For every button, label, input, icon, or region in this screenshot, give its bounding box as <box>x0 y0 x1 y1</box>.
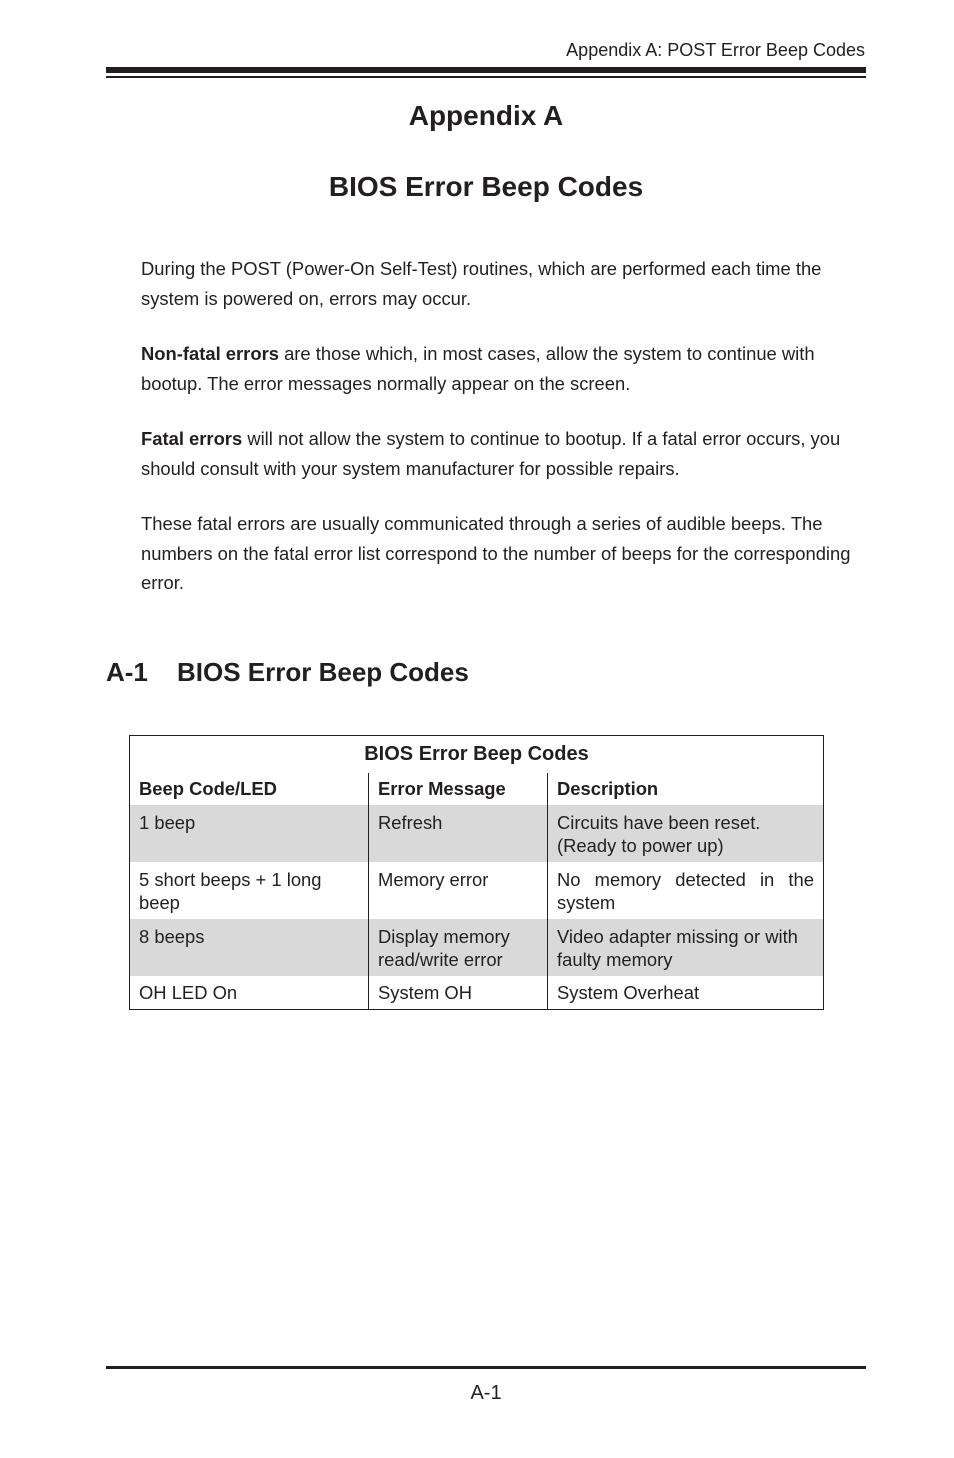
nonfatal-text: are those which, in most cases, allow the system to continue with bootup. The error messages normally appear on the screen. <box>141 343 815 394</box>
beeps-text: These fatal errors are usually communicated through a series of audible beeps. The numbers on the fatal error list correspond to the number of beeps for the corresponding error. <box>141 513 851 593</box>
column-header-beep-code: Beep Code/LED <box>139 778 277 799</box>
intro-paragraph-nonfatal <box>141 339 853 398</box>
header-rule-thin <box>106 76 866 78</box>
error-message-cell: Refresh <box>368 805 547 862</box>
beep-code-cell: 8 beeps <box>139 926 205 947</box>
chapter-title: BIOS Error Beep Codes <box>328 171 644 202</box>
beep-code-cell: 1 beep <box>139 812 196 833</box>
column-header-error-message: Error Message <box>368 773 547 805</box>
beep-codes-table <box>129 735 824 1010</box>
page-number: A-1 <box>470 1382 502 1404</box>
section-title: BIOS Error Beep Codes <box>177 657 469 687</box>
description-cell: System Overheat <box>547 976 823 1009</box>
error-message-cell: Memory error <box>368 862 547 919</box>
fatal-term: Fatal errors <box>141 428 243 449</box>
table-caption: BIOS Error Beep Codes <box>364 743 589 765</box>
table-header-row <box>130 773 823 805</box>
intro-paragraph-beeps <box>141 509 853 598</box>
appendix-label: Appendix A <box>408 100 564 131</box>
description-cell: Video adapter missing or with faulty memory <box>547 919 823 976</box>
running-header: Appendix A: POST Error Beep Codes <box>566 40 865 60</box>
nonfatal-term: Non-fatal errors <box>141 343 279 364</box>
section-heading <box>106 657 469 688</box>
intro-paragraph-post <box>141 254 853 313</box>
beep-code-cell: OH LED On <box>139 982 238 1003</box>
beep-code-cell: 5 short beeps + 1 long beep <box>139 869 322 913</box>
table-row <box>130 805 823 862</box>
table-row <box>130 862 823 919</box>
intro-text: During the POST (Power-On Self-Test) routines, which are performed each time the system is powered on, errors may occur. <box>141 258 822 309</box>
column-header-description: Description <box>547 773 823 805</box>
fatal-text: will not allow the system to continue to bootup. If a fatal error occurs, you should consult with your system manufacturer for possible repairs. <box>141 428 841 479</box>
intro-paragraph-fatal <box>141 424 853 483</box>
description-cell: No memory detected in the system <box>547 862 823 919</box>
table-row <box>130 919 823 976</box>
header-rule <box>106 67 866 73</box>
error-message-cell: System OH <box>368 976 547 1009</box>
footer-rule <box>106 1366 866 1369</box>
section-number: A-1 <box>106 657 148 687</box>
description-cell: Circuits have been reset. (Ready to power up) <box>547 805 823 862</box>
error-message-cell: Display memory read/write error <box>368 919 547 976</box>
table-row <box>130 976 823 1009</box>
